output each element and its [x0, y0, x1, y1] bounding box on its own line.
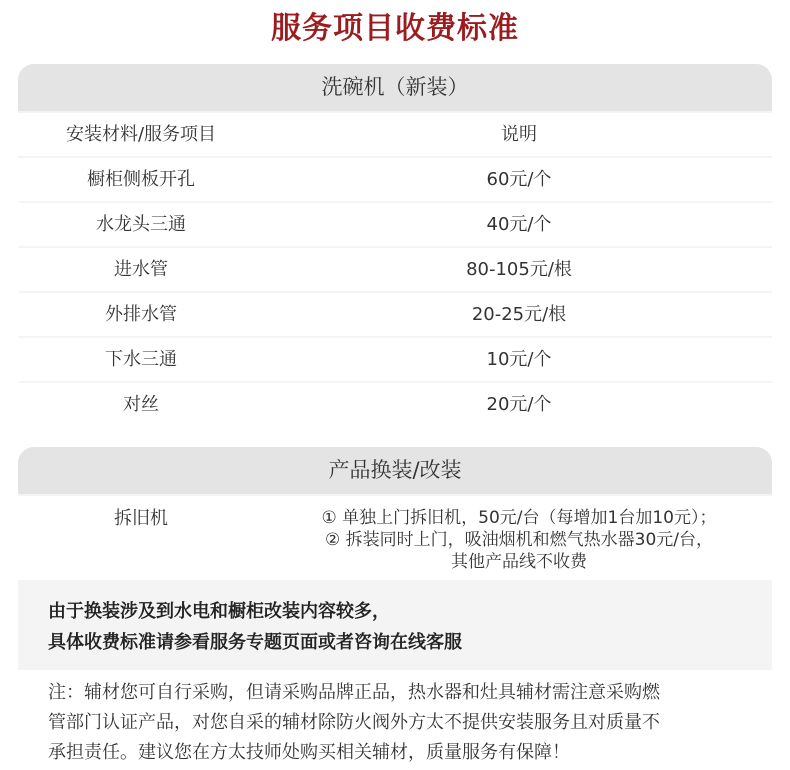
- note-line: 注：辅材您可自行采购，但请采购品牌正品，热水器和灶具辅材需注意采购燃: [48, 682, 660, 703]
- note-line: 管部门认证产品，对您自采的辅材除防火阀外方太不提供安装服务且对质量不: [48, 712, 660, 733]
- row-price: 10元/个: [486, 349, 552, 370]
- description-line: ① 单独上门拆旧机，50元/台（每增加1台加10元）；: [321, 508, 717, 528]
- description-line: ② 拆装同时上门，吸油烟机和燃气热水器30元/台，: [324, 530, 713, 550]
- row-item: 下水三通: [105, 349, 177, 370]
- note-text: [18, 670, 772, 770]
- row-price: 40元/个: [486, 214, 552, 235]
- note-line: 承担责任。建议您在方太技师处购买相关辅材，质量服务有保障！: [48, 742, 570, 763]
- row-price: 60元/个: [486, 169, 552, 190]
- section-header-dishwasher: 洗碗机（新装）: [18, 64, 772, 111]
- notice-line: 由于换装涉及到水电和橱柜改装内容较多，: [48, 601, 390, 622]
- replacement-fee-table: [18, 447, 772, 770]
- row-description: [266, 496, 772, 580]
- row-price: 20-25元/根: [471, 304, 567, 325]
- column-header-item: 安装材料/服务项目: [65, 124, 217, 145]
- row-item: 外排水管: [105, 304, 177, 325]
- row-price: 20元/个: [486, 394, 552, 415]
- row-item: 拆旧机: [114, 508, 168, 529]
- dishwasher-fee-table: [18, 64, 772, 426]
- table-row: [18, 496, 772, 580]
- row-item: 水龙头三通: [96, 214, 186, 235]
- column-header-description: 说明: [501, 124, 537, 145]
- row-item: 进水管: [114, 259, 168, 280]
- section-header-replacement: 产品换装/改装: [18, 447, 772, 494]
- table-row: [18, 338, 772, 381]
- table-header-row: [18, 113, 772, 156]
- table-row: [18, 158, 772, 201]
- notice-line: 具体收费标准请参看服务专题页面或者咨询在线客服: [48, 632, 462, 653]
- table-row: [18, 383, 772, 426]
- table-row: [18, 248, 772, 291]
- row-price: 80-105元/根: [466, 259, 572, 280]
- table-row: [18, 293, 772, 336]
- page-title: 服务项目收费标准: [271, 11, 519, 46]
- description-line: 其他产品线不收费: [451, 552, 587, 572]
- row-item: 橱柜侧板开孔: [87, 169, 195, 190]
- row-item: 对丝: [123, 394, 159, 415]
- table-row: [18, 203, 772, 246]
- notice-text: [18, 580, 772, 668]
